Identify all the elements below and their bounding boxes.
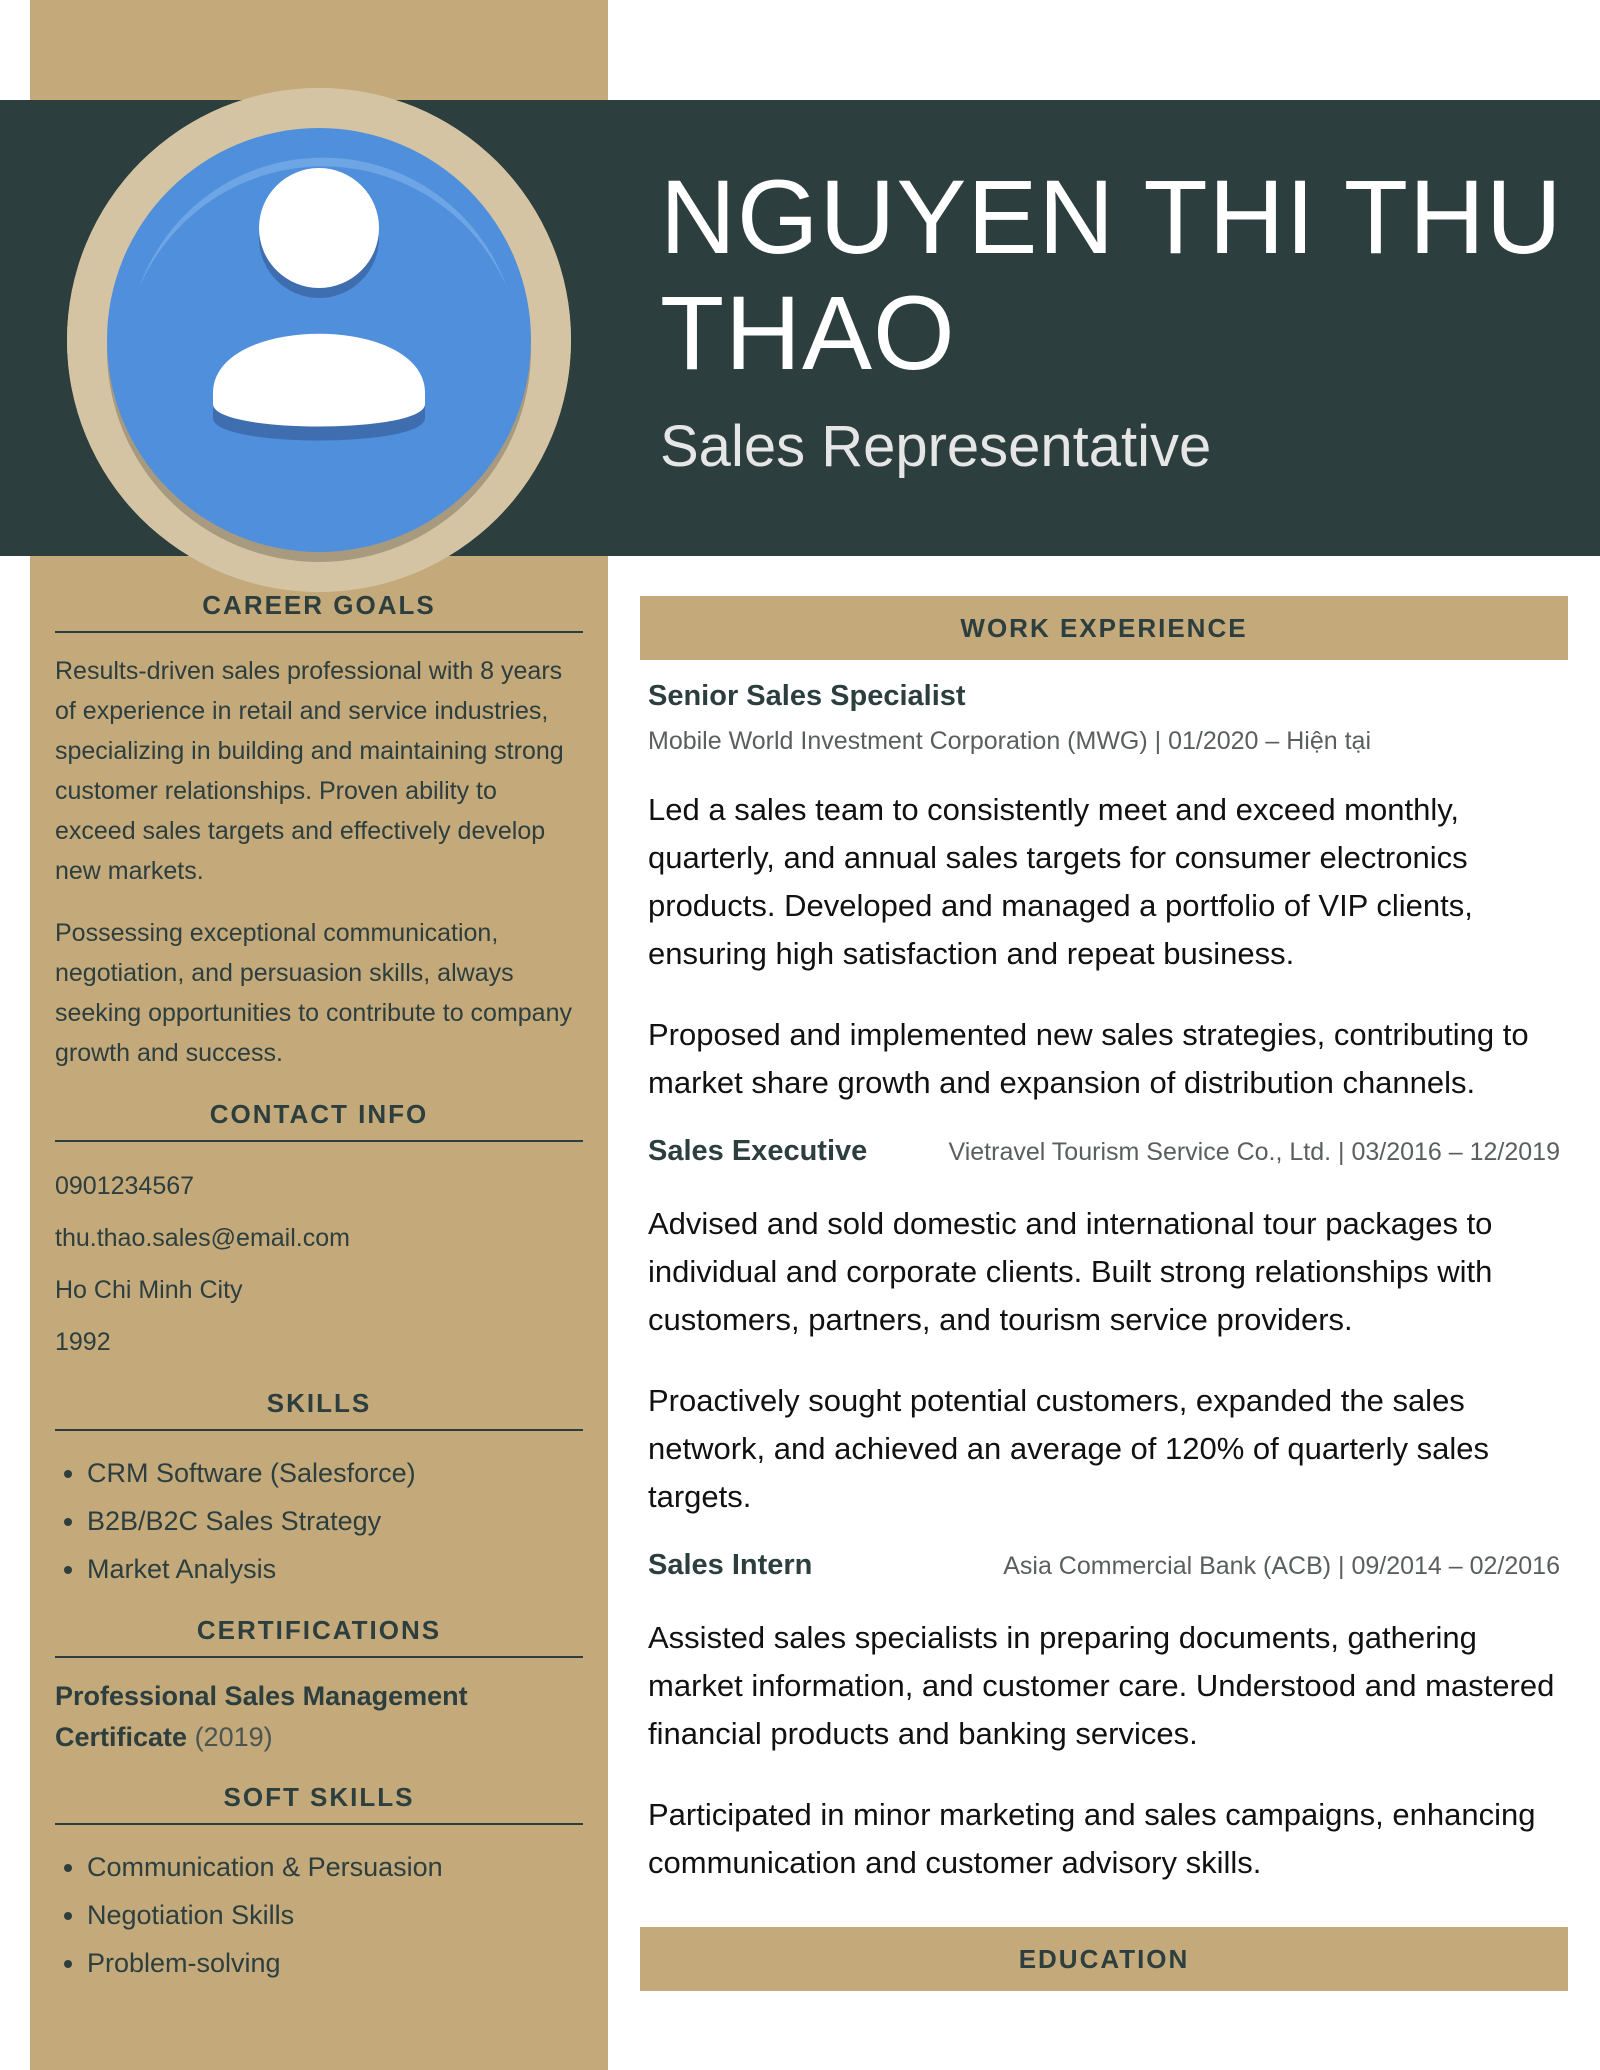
job-paragraph: Participated in minor marketing and sales campaigns, enhancing communication and customer advisory skills. <box>648 1797 1536 1880</box>
candidate-name: NGUYEN THI THU THAO <box>660 159 1563 392</box>
contact-city: Ho Chi Minh City <box>55 1276 243 1304</box>
job-meta: Vietravel Tourism Service Co., Ltd. | 03/2016 – 12/2019 <box>948 1138 1560 1166</box>
contact-birth-year: 1992 <box>55 1328 111 1356</box>
job-paragraph: Proposed and implemented new sales strategies, contributing to market share growth and expansion of distribution channels. <box>648 1017 1529 1100</box>
job-meta: Asia Commercial Bank (ACB) | 09/2014 – 02/2016 <box>1003 1552 1560 1580</box>
job-paragraph: Proactively sought potential customers, expanded the sales network, and achieved an average of 120% of quarterly sales targets. <box>648 1383 1489 1514</box>
job-paragraph: Assisted sales specialists in preparing documents, gathering market information, and customer care. Understood and mastered financial products and banking services. <box>648 1620 1555 1751</box>
soft-skills-list <box>55 1843 583 1987</box>
contact-list <box>55 1160 583 1368</box>
education-heading: EDUCATION <box>640 1927 1568 1991</box>
avatar <box>67 88 571 592</box>
work-experience-heading: WORK EXPERIENCE <box>640 596 1568 660</box>
certifications-heading: CERTIFICATIONS <box>55 1615 583 1658</box>
career-goals-paragraph: Results-driven sales professional with 8 years of experience in retail and service industries, specializing in building and maintaining strong customer relationships. Proven ability to exceed sales targets and effectively develop new markets. <box>55 657 564 885</box>
job-paragraph: Led a sales team to consistently meet and exceed monthly, quarterly, and annual sales targets for consumer electronics products. Developed and managed a portfolio of VIP clients, ensuring high satisfaction and repeat business. <box>648 792 1473 971</box>
skills-list <box>55 1449 583 1593</box>
skills-heading: SKILLS <box>55 1388 583 1431</box>
certification-year: (2019) <box>194 1722 273 1752</box>
career-goals-heading: CAREER GOALS <box>55 590 583 633</box>
job-header <box>648 1549 1560 1582</box>
list-item: • Communication & Persuasion <box>87 1843 583 1891</box>
job-title: Sales Intern <box>648 1549 813 1581</box>
job-paragraph: Advised and sold domestic and international tour packages to individual and corporate clients. Built strong relationships with customers, partners, and tourism service providers. <box>648 1206 1493 1337</box>
job-header <box>648 1135 1560 1168</box>
list-item: • Problem-solving <box>87 1939 583 1987</box>
contact-email[interactable]: thu.thao.sales@email.com <box>55 1224 350 1252</box>
job-title: Senior Sales Specialist <box>648 680 966 712</box>
job-title: Sales Executive <box>648 1135 868 1167</box>
main-content <box>640 596 1568 1991</box>
certification-item <box>55 1676 583 1758</box>
sidebar-content <box>55 590 583 2009</box>
list-item: • Market Analysis <box>87 1545 583 1593</box>
candidate-role: Sales Representative <box>660 414 1212 479</box>
list-item: • CRM Software (Salesforce) <box>87 1449 583 1497</box>
contact-heading: CONTACT INFO <box>55 1099 583 1142</box>
contact-phone[interactable]: 0901234567 <box>55 1172 195 1200</box>
job-meta: Mobile World Investment Corporation (MWG) | 01/2020 – Hiện tại <box>648 727 1371 755</box>
list-item: • B2B/B2C Sales Strategy <box>87 1497 583 1545</box>
list-item: • Negotiation Skills <box>87 1891 583 1939</box>
soft-skills-heading: SOFT SKILLS <box>55 1782 583 1825</box>
career-goals-paragraph: Possessing exceptional communication, negotiation, and persuasion skills, always seeking opportunities to contribute to company growth and success. <box>55 919 572 1067</box>
user-avatar-icon <box>67 88 571 592</box>
certification-name: Professional Sales Management Certificate <box>55 1681 468 1752</box>
